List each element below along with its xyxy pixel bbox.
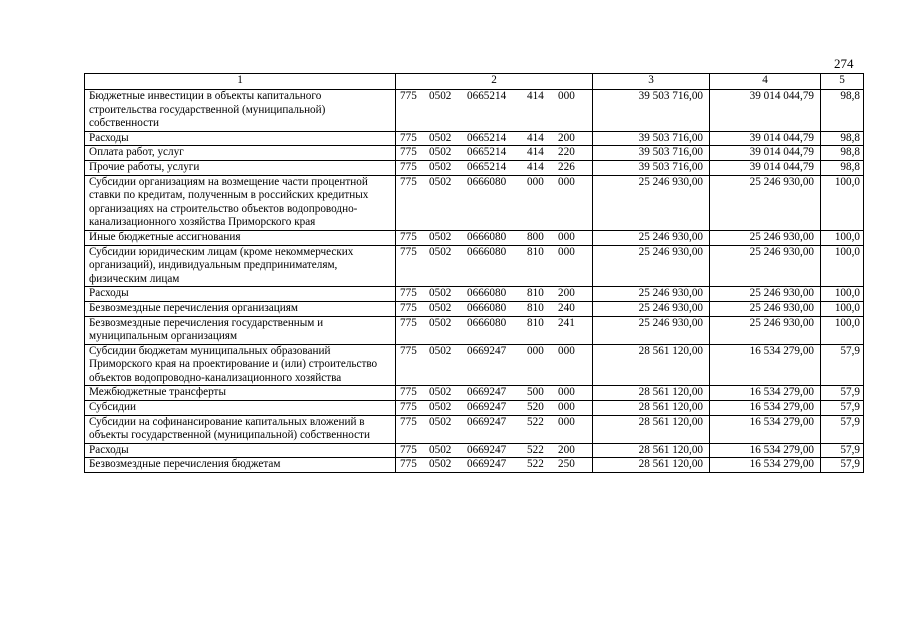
- item-name-text: Субсидии юридическим лицам (кроме некоммерческих организаций), индивидуальным предпринимателям, физическим лицам: [89, 245, 354, 285]
- actual-amount: [710, 415, 821, 443]
- code-expense-type: 522: [527, 415, 544, 428]
- code-article: 0666080: [467, 175, 507, 188]
- code-expense-type: 522: [527, 443, 544, 456]
- actual-amount: [710, 401, 821, 416]
- code-expense-type: 414: [527, 146, 544, 159]
- item-name: [85, 230, 396, 245]
- code-section: 0502: [429, 131, 452, 144]
- code-section: 0502: [429, 316, 452, 329]
- code-kosgu: 200: [558, 443, 575, 456]
- code-admin: 775: [400, 401, 417, 414]
- item-name-text: Субсидии: [89, 401, 136, 414]
- item-name-text: Расходы: [89, 443, 129, 456]
- actual-amount: [710, 245, 821, 287]
- actual-amount-text: 39 014 044,79: [749, 160, 814, 173]
- planned-amount-text: 25 246 930,00: [638, 287, 703, 300]
- code-section: 0502: [429, 146, 452, 159]
- actual-amount: [710, 175, 821, 230]
- budget-codes: [396, 287, 593, 302]
- code-expense-type: 810: [527, 316, 544, 329]
- table-row: [85, 401, 864, 416]
- actual-amount-text: 16 534 279,00: [749, 415, 814, 428]
- execution-percent-text: 100,0: [834, 230, 860, 243]
- column-header: 5: [821, 74, 864, 90]
- code-expense-type: 810: [527, 245, 544, 258]
- code-article: 0665214: [467, 90, 507, 102]
- table-row: [85, 175, 864, 230]
- budget-codes: [396, 131, 593, 146]
- budget-codes: [396, 316, 593, 344]
- actual-amount-text: 16 534 279,00: [749, 401, 814, 414]
- table-body: [85, 90, 864, 473]
- item-name: [85, 386, 396, 401]
- code-section: 0502: [429, 401, 452, 414]
- budget-codes: [396, 386, 593, 401]
- code-admin: 775: [400, 458, 417, 471]
- execution-percent-text: 98,8: [840, 146, 860, 159]
- item-name: [85, 458, 396, 473]
- budget-codes: [396, 415, 593, 443]
- actual-amount-text: 25 246 930,00: [749, 301, 814, 314]
- code-admin: 775: [400, 90, 417, 102]
- code-expense-type: 522: [527, 458, 544, 471]
- actual-amount-text: 16 534 279,00: [749, 443, 814, 456]
- execution-percent: [821, 344, 864, 386]
- item-name-text: Безвозмездные перечисления государственным и муниципальным организациям: [89, 316, 324, 343]
- table-row: [85, 386, 864, 401]
- code-expense-type: 800: [527, 230, 544, 243]
- code-article: 0666080: [467, 316, 507, 329]
- table-row: [85, 160, 864, 175]
- table-row: [85, 316, 864, 344]
- table-row: [85, 458, 864, 473]
- code-admin: 775: [400, 131, 417, 144]
- item-name-text: Оплата работ, услуг: [89, 146, 184, 159]
- execution-percent: [821, 90, 864, 132]
- code-article: 0666080: [467, 287, 507, 300]
- budget-codes: [396, 146, 593, 161]
- planned-amount-text: 25 246 930,00: [638, 245, 703, 258]
- planned-amount: [593, 287, 710, 302]
- actual-amount: [710, 344, 821, 386]
- execution-percent-text: 100,0: [834, 287, 860, 300]
- code-kosgu: 000: [558, 415, 575, 428]
- planned-amount-text: 28 561 120,00: [638, 415, 703, 428]
- code-article: 0669247: [467, 344, 507, 357]
- execution-percent-text: 57,9: [840, 386, 860, 399]
- table-row: [85, 344, 864, 386]
- budget-codes: [396, 175, 593, 230]
- item-name-text: Расходы: [89, 287, 129, 300]
- actual-amount: [710, 301, 821, 316]
- code-section: 0502: [429, 443, 452, 456]
- table-row: [85, 443, 864, 458]
- planned-amount: [593, 175, 710, 230]
- execution-percent: [821, 131, 864, 146]
- item-name-text: Бюджетные инвестиции в объекты капитального строительства государственной (муниципальной) собственности: [89, 90, 326, 130]
- execution-percent-text: 57,9: [840, 344, 860, 357]
- code-admin: 775: [400, 316, 417, 329]
- code-kosgu: 000: [558, 401, 575, 414]
- actual-amount: [710, 287, 821, 302]
- planned-amount: [593, 160, 710, 175]
- code-article: 0669247: [467, 401, 507, 414]
- table-row: [85, 131, 864, 146]
- item-name: [85, 245, 396, 287]
- planned-amount-text: 39 503 716,00: [638, 146, 703, 159]
- budget-codes: [396, 90, 593, 132]
- execution-percent-text: 98,8: [840, 90, 860, 102]
- item-name-text: Субсидии бюджетам муниципальных образований Приморского края на проектирование и (или) строительство объектов водопроводно-канализационного хозяйства: [89, 344, 378, 384]
- planned-amount-text: 28 561 120,00: [638, 443, 703, 456]
- code-kosgu: 000: [558, 90, 575, 102]
- item-name-text: Прочие работы, услуги: [89, 160, 200, 173]
- planned-amount: [593, 344, 710, 386]
- planned-amount-text: 28 561 120,00: [638, 344, 703, 357]
- execution-percent: [821, 287, 864, 302]
- table-row: [85, 146, 864, 161]
- budget-codes: [396, 458, 593, 473]
- budget-codes: [396, 301, 593, 316]
- actual-amount-text: 25 246 930,00: [749, 316, 814, 329]
- code-section: 0502: [429, 90, 452, 102]
- execution-percent: [821, 415, 864, 443]
- code-section: 0502: [429, 230, 452, 243]
- execution-percent: [821, 386, 864, 401]
- planned-amount: [593, 245, 710, 287]
- execution-percent: [821, 443, 864, 458]
- planned-amount-text: 25 246 930,00: [638, 175, 703, 188]
- actual-amount-text: 39 014 044,79: [749, 90, 814, 102]
- execution-percent-text: 100,0: [834, 316, 860, 329]
- planned-amount: [593, 146, 710, 161]
- budget-codes: [396, 160, 593, 175]
- code-kosgu: 250: [558, 458, 575, 471]
- planned-amount-text: 39 503 716,00: [638, 90, 703, 102]
- item-name-text: Субсидии на софинансирование капитальных вложений в объекты государственной (муниципальной) собственности: [89, 415, 370, 442]
- code-article: 0669247: [467, 415, 507, 428]
- header-row: [85, 74, 864, 90]
- budget-codes: [396, 401, 593, 416]
- planned-amount-text: 28 561 120,00: [638, 386, 703, 399]
- execution-percent: [821, 160, 864, 175]
- item-name-text: Субсидии организациям на возмещение части процентной ставки по кредитам, полученным в российских кредитных организациях на строительство объектов водопроводно-канализационного хозяйства Приморского края: [89, 175, 369, 229]
- planned-amount: [593, 415, 710, 443]
- code-admin: 775: [400, 160, 417, 173]
- column-header: 4: [710, 74, 821, 90]
- code-admin: 775: [400, 245, 417, 258]
- page-number: 274: [834, 56, 854, 71]
- code-article: 0669247: [467, 386, 507, 399]
- execution-percent: [821, 401, 864, 416]
- actual-amount: [710, 131, 821, 146]
- planned-amount-text: 39 503 716,00: [638, 131, 703, 144]
- actual-amount-text: 25 246 930,00: [749, 230, 814, 243]
- code-kosgu: 240: [558, 301, 575, 314]
- item-name-text: Безвозмездные перечисления организациям: [89, 301, 298, 314]
- actual-amount: [710, 146, 821, 161]
- code-section: 0502: [429, 287, 452, 300]
- execution-percent-text: 98,8: [840, 131, 860, 144]
- code-expense-type: 414: [527, 90, 544, 102]
- execution-percent-text: 57,9: [840, 401, 860, 414]
- actual-amount: [710, 160, 821, 175]
- actual-amount: [710, 386, 821, 401]
- execution-percent-text: 98,8: [840, 160, 860, 173]
- table-row: [85, 245, 864, 287]
- execution-percent: [821, 175, 864, 230]
- actual-amount: [710, 458, 821, 473]
- code-admin: 775: [400, 301, 417, 314]
- planned-amount-text: 25 246 930,00: [638, 230, 703, 243]
- code-kosgu: 226: [558, 160, 575, 173]
- code-kosgu: 000: [558, 245, 575, 258]
- budget-table: [84, 73, 864, 473]
- table-row: [85, 287, 864, 302]
- actual-amount-text: 25 246 930,00: [749, 287, 814, 300]
- execution-percent: [821, 301, 864, 316]
- code-kosgu: 241: [558, 316, 575, 329]
- table-row: [85, 230, 864, 245]
- item-name-text: Иные бюджетные ассигнования: [89, 230, 241, 243]
- execution-percent: [821, 146, 864, 161]
- execution-percent: [821, 230, 864, 245]
- actual-amount: [710, 316, 821, 344]
- item-name: [85, 401, 396, 416]
- budget-codes: [396, 230, 593, 245]
- code-expense-type: 000: [527, 175, 544, 188]
- planned-amount-text: 25 246 930,00: [638, 301, 703, 314]
- execution-percent: [821, 245, 864, 287]
- code-section: 0502: [429, 160, 452, 173]
- item-name: [85, 415, 396, 443]
- planned-amount: [593, 401, 710, 416]
- item-name: [85, 443, 396, 458]
- item-name: [85, 344, 396, 386]
- code-expense-type: 500: [527, 386, 544, 399]
- item-name: [85, 175, 396, 230]
- planned-amount: [593, 90, 710, 132]
- actual-amount: [710, 443, 821, 458]
- code-expense-type: 520: [527, 401, 544, 414]
- code-article: 0666080: [467, 230, 507, 243]
- code-admin: 775: [400, 146, 417, 159]
- code-kosgu: 220: [558, 146, 575, 159]
- code-section: 0502: [429, 344, 452, 357]
- table-row: [85, 90, 864, 132]
- code-expense-type: 414: [527, 160, 544, 173]
- code-admin: 775: [400, 386, 417, 399]
- item-name-text: Межбюджетные трансферты: [89, 386, 226, 399]
- planned-amount: [593, 301, 710, 316]
- code-admin: 775: [400, 230, 417, 243]
- execution-percent-text: 57,9: [840, 458, 860, 471]
- planned-amount-text: 39 503 716,00: [638, 160, 703, 173]
- planned-amount: [593, 131, 710, 146]
- budget-codes: [396, 443, 593, 458]
- actual-amount-text: 25 246 930,00: [749, 175, 814, 188]
- planned-amount-text: 28 561 120,00: [638, 401, 703, 414]
- item-name: [85, 90, 396, 132]
- code-section: 0502: [429, 386, 452, 399]
- code-expense-type: 810: [527, 287, 544, 300]
- item-name: [85, 301, 396, 316]
- item-name: [85, 131, 396, 146]
- code-expense-type: 000: [527, 344, 544, 357]
- planned-amount: [593, 230, 710, 245]
- execution-percent-text: 57,9: [840, 443, 860, 456]
- execution-percent-text: 100,0: [834, 245, 860, 258]
- code-article: 0666080: [467, 301, 507, 314]
- code-article: 0669247: [467, 443, 507, 456]
- code-admin: 775: [400, 443, 417, 456]
- execution-percent-text: 100,0: [834, 301, 860, 314]
- column-header: 1: [85, 74, 396, 90]
- code-kosgu: 000: [558, 344, 575, 357]
- code-section: 0502: [429, 458, 452, 471]
- code-admin: 775: [400, 415, 417, 428]
- code-section: 0502: [429, 415, 452, 428]
- column-header: 2: [396, 74, 593, 90]
- execution-percent: [821, 458, 864, 473]
- code-kosgu: 000: [558, 175, 575, 188]
- budget-codes: [396, 344, 593, 386]
- actual-amount: [710, 90, 821, 132]
- table-row: [85, 301, 864, 316]
- code-admin: 775: [400, 287, 417, 300]
- planned-amount-text: 25 246 930,00: [638, 316, 703, 329]
- planned-amount: [593, 458, 710, 473]
- item-name: [85, 316, 396, 344]
- planned-amount-text: 28 561 120,00: [638, 458, 703, 471]
- actual-amount-text: 25 246 930,00: [749, 245, 814, 258]
- actual-amount-text: 39 014 044,79: [749, 146, 814, 159]
- item-name-text: Безвозмездные перечисления бюджетам: [89, 458, 281, 471]
- code-article: 0665214: [467, 160, 507, 173]
- item-name: [85, 160, 396, 175]
- table-row: [85, 415, 864, 443]
- code-expense-type: 414: [527, 131, 544, 144]
- execution-percent: [821, 316, 864, 344]
- budget-codes: [396, 245, 593, 287]
- code-article: 0669247: [467, 458, 507, 471]
- item-name: [85, 287, 396, 302]
- actual-amount-text: 16 534 279,00: [749, 386, 814, 399]
- code-section: 0502: [429, 245, 452, 258]
- planned-amount: [593, 443, 710, 458]
- code-article: 0666080: [467, 245, 507, 258]
- actual-amount-text: 39 014 044,79: [749, 131, 814, 144]
- column-header: 3: [593, 74, 710, 90]
- code-admin: 775: [400, 344, 417, 357]
- code-admin: 775: [400, 175, 417, 188]
- execution-percent-text: 57,9: [840, 415, 860, 428]
- code-article: 0665214: [467, 146, 507, 159]
- code-kosgu: 000: [558, 386, 575, 399]
- code-kosgu: 200: [558, 131, 575, 144]
- item-name-text: Расходы: [89, 131, 129, 144]
- actual-amount-text: 16 534 279,00: [749, 458, 814, 471]
- code-kosgu: 200: [558, 287, 575, 300]
- actual-amount: [710, 230, 821, 245]
- item-name: [85, 146, 396, 161]
- code-article: 0665214: [467, 131, 507, 144]
- code-section: 0502: [429, 175, 452, 188]
- code-expense-type: 810: [527, 301, 544, 314]
- code-section: 0502: [429, 301, 452, 314]
- actual-amount-text: 16 534 279,00: [749, 344, 814, 357]
- planned-amount: [593, 386, 710, 401]
- execution-percent-text: 100,0: [834, 175, 860, 188]
- planned-amount: [593, 316, 710, 344]
- code-kosgu: 000: [558, 230, 575, 243]
